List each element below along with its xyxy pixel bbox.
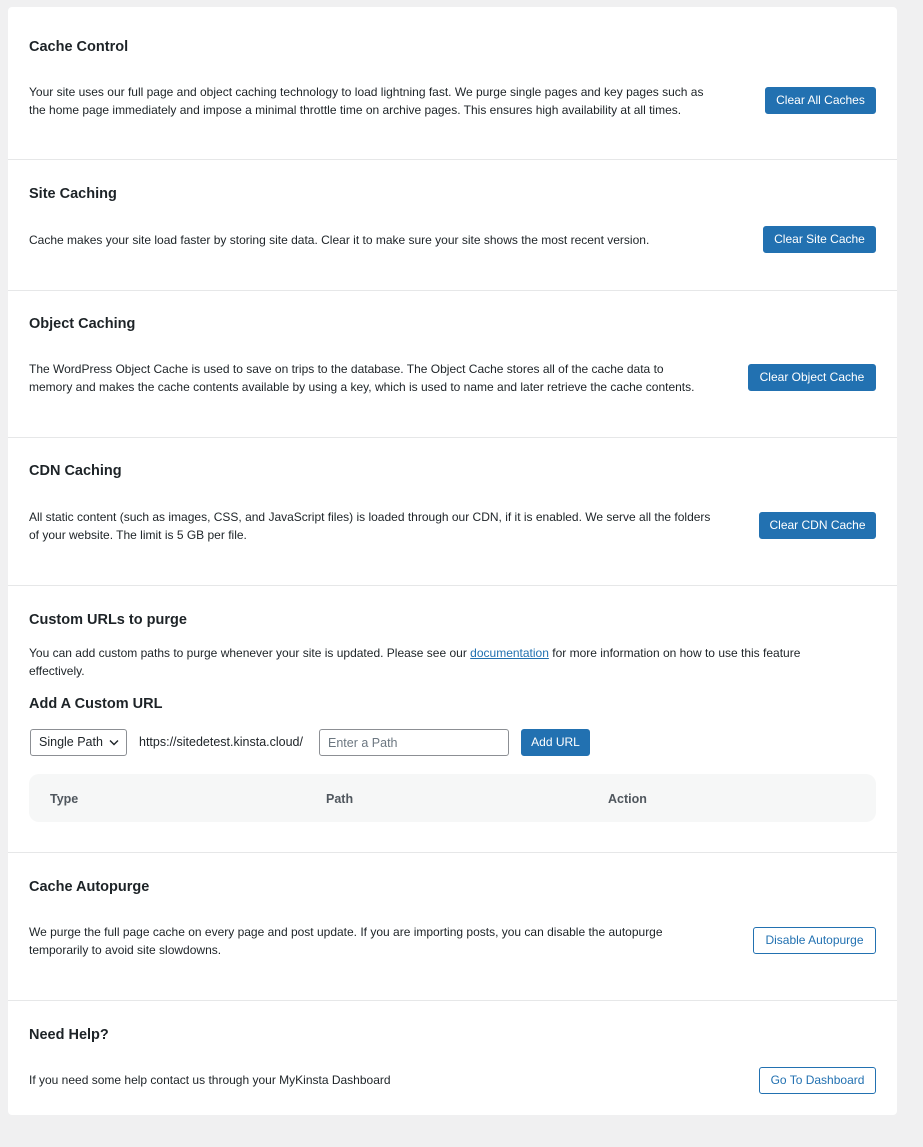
custom-urls-desc-line: [29, 645, 800, 663]
object-caching-desc-line: memory and makes the cache contents available by using a key, which is used to name and later retrieve the cache contents.: [29, 379, 695, 394]
cache-autopurge-description: [29, 924, 663, 959]
add-url-button[interactable]: Add URL: [521, 729, 590, 756]
clear-site-cache-button[interactable]: Clear Site Cache: [763, 226, 876, 253]
object-caching-section: [8, 291, 897, 438]
chevron-down-icon: [108, 730, 120, 755]
cdn-caching-section: [8, 438, 897, 586]
desc-text: for more information on how to use this feature: [548, 646, 801, 660]
custom-urls-title: Custom URLs to purge: [29, 612, 187, 628]
clear-all-caches-button[interactable]: Clear All Caches: [765, 87, 876, 114]
cdn-caching-title: CDN Caching: [29, 463, 122, 479]
desc-text: You can add custom paths to purge whenever your site is updated. Please see our: [29, 646, 471, 660]
cache-control-title: Cache Control: [29, 39, 129, 55]
column-header-action: Action: [608, 792, 647, 806]
need-help-section: [8, 1001, 897, 1115]
cdn-caching-desc-line: All static content (such as images, CSS, and JavaScript files) is loaded through our CDN, if it is enabled. We serve all the folders: [29, 510, 711, 524]
custom-urls-desc-line: effectively.: [29, 663, 85, 678]
cdn-caching-desc-line: of your website. The limit is 5 GB per file.: [29, 527, 247, 542]
cache-autopurge-section: [8, 853, 897, 1001]
url-prefix: https://sitedetest.kinsta.cloud/: [139, 735, 303, 749]
object-caching-desc-line: The WordPress Object Cache is used to save on trips to the database. The Object Cache stores all of the cache data to: [29, 362, 664, 376]
path-input[interactable]: [319, 729, 509, 756]
cache-control-section: [8, 7, 897, 160]
object-caching-description: [29, 361, 694, 396]
need-help-title: Need Help?: [29, 1027, 109, 1043]
clear-cdn-cache-button[interactable]: Clear CDN Cache: [759, 512, 876, 539]
site-caching-desc-line: Cache makes your site load faster by storing site data. Clear it to make sure your site shows the most recent version.: [29, 233, 650, 247]
path-type-value: Single Path: [39, 735, 103, 749]
add-custom-url-title: Add A Custom URL: [29, 696, 163, 712]
cache-control-description: [29, 84, 703, 119]
custom-urls-table-header: [29, 774, 876, 822]
site-caching-title: Site Caching: [29, 186, 117, 202]
settings-card: [8, 7, 897, 1115]
path-type-select[interactable]: [30, 729, 127, 756]
custom-urls-description: [29, 645, 800, 680]
cdn-caching-description: [29, 509, 710, 544]
object-caching-title: Object Caching: [29, 316, 136, 332]
need-help-desc-line: If you need some help contact us through your MyKinsta Dashboard: [29, 1073, 391, 1087]
cache-control-desc-line: Your site uses our full page and object caching technology to load lightning fast. We purge single pages and key pages such as: [29, 85, 704, 99]
cache-autopurge-desc-line: temporarily to avoid site slowdowns.: [29, 942, 222, 957]
site-caching-description: [29, 232, 649, 250]
go-to-dashboard-button[interactable]: Go To Dashboard: [759, 1067, 876, 1094]
disable-autopurge-button[interactable]: Disable Autopurge: [753, 927, 876, 954]
column-header-path: Path: [326, 792, 354, 806]
need-help-description: [29, 1072, 391, 1090]
documentation-link[interactable]: documentation: [470, 646, 549, 660]
cache-control-desc-line: the home page immediately and impose a minimal throttle time on archive pages. This ensures high availability at all times.: [29, 102, 682, 117]
clear-object-cache-button[interactable]: Clear Object Cache: [748, 364, 876, 391]
cache-autopurge-desc-line: We purge the full page cache on every page and post update. If you are importing posts, you can disable the autopurge: [29, 925, 663, 939]
column-header-type: Type: [50, 792, 79, 806]
site-caching-section: [8, 160, 897, 291]
cache-autopurge-title: Cache Autopurge: [29, 879, 150, 895]
